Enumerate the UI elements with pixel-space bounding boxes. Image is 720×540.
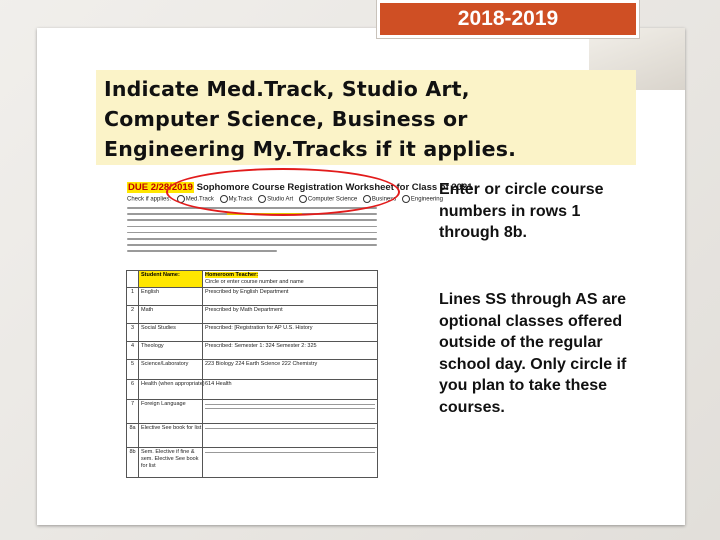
worksheet-track-medtrack: Med.Track bbox=[185, 196, 214, 203]
table-row: 5 Science/Laboratory 223 Biology 224 Earth Science 222 Chemistry bbox=[127, 360, 378, 380]
header-homeroom-teacher: Homeroom Teacher: bbox=[205, 272, 259, 278]
worksheet-course-table bbox=[126, 270, 378, 478]
worksheet-track-business: Business bbox=[371, 196, 397, 203]
worksheet-tracks-prefix: Check if applies: bbox=[127, 196, 172, 203]
table-header-row bbox=[127, 271, 378, 288]
worksheet-track-mytrack: My.Track bbox=[228, 196, 253, 203]
header-student-name: Student Name: bbox=[139, 271, 203, 288]
worksheet-track-studio-art: Studio Art bbox=[267, 196, 294, 203]
table-row: 7 Foreign Language bbox=[127, 400, 378, 424]
table-row: 8a Elective See book for list bbox=[127, 424, 378, 448]
table-row: 4 Theology Prescribed: Semester 1: 324 Semester 2: 325 bbox=[127, 342, 378, 360]
headline-box bbox=[96, 70, 636, 165]
note-optional-classes: Lines SS through AS are optional classes offered outside of the regular school day. Only circle if you plan to take these courses. bbox=[439, 291, 627, 416]
header-instruction: Circle or enter course number and name bbox=[205, 279, 304, 285]
worksheet-track-computer-science: Computer Science bbox=[307, 196, 358, 203]
red-highlight-oval bbox=[166, 168, 400, 216]
table-row: 8b Sem. Elective if fine & sem. Elective See book for list bbox=[127, 448, 378, 478]
worksheet-image bbox=[122, 178, 473, 472]
note-rows-instruction: Enter or circle course numbers in rows 1 through 8b. bbox=[439, 181, 604, 242]
headline-text: Indicate Med.Track, Studio Art, Computer Science, Business or Engineering My.Tracks if it applies. bbox=[104, 77, 517, 161]
table-row: 6 Health (when appropriate) 614 Health bbox=[127, 380, 378, 400]
worksheet-due-date: DUE 2/28/2019 bbox=[128, 182, 193, 193]
year-banner: 2018-2019 bbox=[377, 0, 639, 38]
worksheet-title-text: Sophomore Course Registration Worksheet for Class of 2021 bbox=[193, 182, 473, 193]
table-row: 1 English Prescribed by English Department bbox=[127, 288, 378, 306]
radio-circle-icon bbox=[402, 195, 410, 203]
table-row: 2 Math Prescribed by Math Department bbox=[127, 306, 378, 324]
table-row: 3 Social Studies Prescribed: [Registration for AP U.S. History bbox=[127, 324, 378, 342]
worksheet-track-engineering: Engineering bbox=[410, 196, 443, 203]
